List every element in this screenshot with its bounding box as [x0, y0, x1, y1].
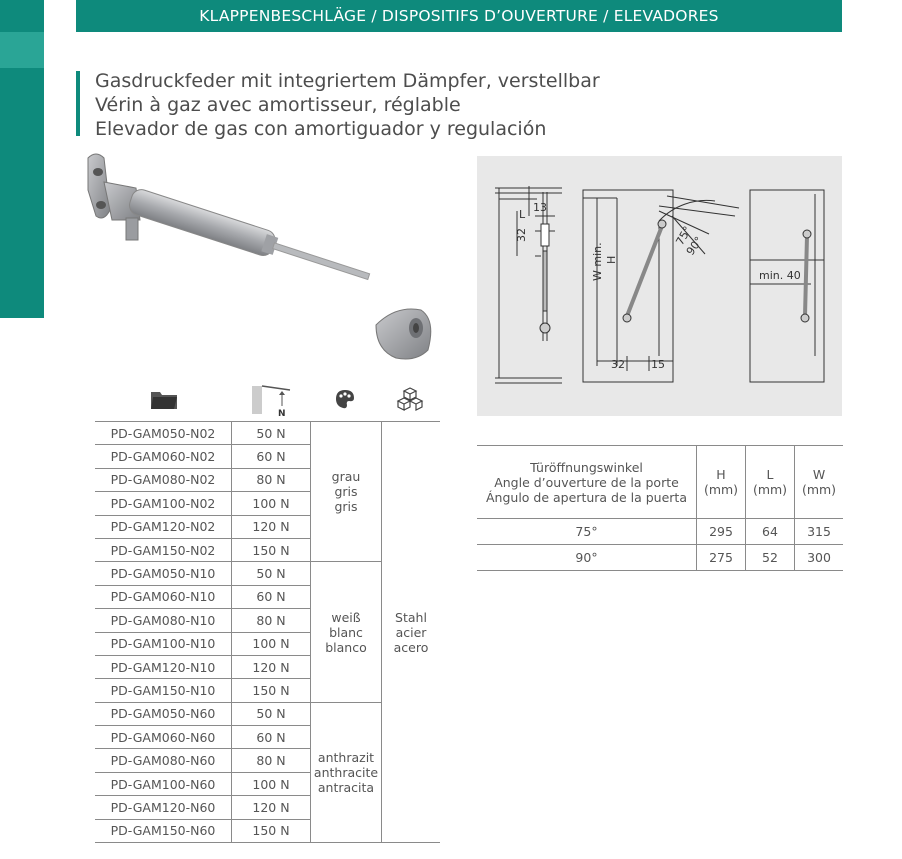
- force-value: 150 N: [232, 538, 311, 561]
- mounting-diagram: [477, 156, 842, 416]
- l-header-unit: (mm): [752, 482, 788, 497]
- article-code: PD-GAM080-N10: [95, 609, 232, 632]
- dim-13-label: 13: [533, 201, 547, 214]
- product-table: [95, 421, 440, 843]
- dim-15-label: 15: [651, 358, 665, 371]
- color-cell: [311, 422, 382, 562]
- spec-angle: 90°: [477, 545, 697, 571]
- article-code: PD-GAM050-N02: [95, 422, 232, 445]
- article-code: PD-GAM050-N10: [95, 562, 232, 585]
- w-header-unit: (mm): [801, 482, 837, 497]
- material-fr: acier: [395, 624, 427, 640]
- dimension-table: [477, 445, 843, 571]
- force-value: 50 N: [232, 702, 311, 725]
- color-de: grau: [331, 469, 361, 485]
- title-fr: Vérin à gaz avec amortisseur, réglable: [95, 94, 461, 116]
- h-header-unit: (mm): [703, 482, 739, 497]
- sidebar-accent-top: [0, 0, 44, 32]
- article-code: PD-GAM150-N10: [95, 679, 232, 702]
- angle-header-fr: Angle d’ouverture de la porte: [494, 474, 679, 490]
- force-icon: [250, 382, 292, 418]
- material-cubes-icon: [396, 386, 424, 412]
- angle-header: [477, 446, 697, 519]
- article-code: PD-GAM080-N02: [95, 468, 232, 491]
- color-es: antracita: [317, 779, 375, 795]
- force-value: 150 N: [232, 819, 311, 842]
- article-code: PD-GAM100-N02: [95, 492, 232, 515]
- article-code: PD-GAM120-N60: [95, 796, 232, 819]
- force-value: 80 N: [232, 468, 311, 491]
- l-header: [746, 446, 795, 519]
- table-row: [95, 422, 440, 445]
- spec-h: 295: [697, 519, 746, 545]
- article-code: PD-GAM080-N60: [95, 749, 232, 772]
- w-min-label: W min.: [591, 242, 604, 281]
- spec-angle: 75°: [477, 519, 697, 545]
- product-titles: [95, 69, 600, 141]
- min-40-label: min. 40: [759, 269, 801, 282]
- spec-l: 64: [746, 519, 795, 545]
- article-code: PD-GAM100-N60: [95, 772, 232, 795]
- force-value: 150 N: [232, 679, 311, 702]
- force-value: 120 N: [232, 515, 311, 538]
- spec-h: 275: [697, 545, 746, 571]
- spec-l: 52: [746, 545, 795, 571]
- color-fr: gris: [334, 484, 358, 500]
- force-value: 60 N: [232, 445, 311, 468]
- material-de: Stahl: [395, 609, 427, 625]
- dim-32b-label: 32: [611, 358, 625, 371]
- l-header-name: L: [766, 467, 774, 482]
- color-de: anthrazit: [317, 749, 375, 765]
- force-value: 60 N: [232, 726, 311, 749]
- color-es: gris: [334, 499, 358, 515]
- angle-header-es: Ángulo de apertura de la puerta: [486, 489, 687, 505]
- article-code: PD-GAM060-N10: [95, 585, 232, 608]
- h-header: [697, 446, 746, 519]
- w-header: [795, 446, 844, 519]
- force-value: 100 N: [232, 632, 311, 655]
- color-cell: [311, 562, 382, 702]
- force-value: 120 N: [232, 796, 311, 819]
- force-value: 50 N: [232, 562, 311, 585]
- article-code: PD-GAM050-N60: [95, 702, 232, 725]
- spec-w: 315: [795, 519, 844, 545]
- color-fr: anthracite: [313, 764, 379, 780]
- force-value: 50 N: [232, 422, 311, 445]
- article-code: PD-GAM150-N60: [95, 819, 232, 842]
- angle-header-de: Türöffnungswinkel: [530, 459, 643, 475]
- article-code: PD-GAM100-N10: [95, 632, 232, 655]
- material-es: acero: [393, 639, 429, 655]
- material-cell: [382, 422, 441, 843]
- spec-w: 300: [795, 545, 844, 571]
- color-de: weiß: [331, 609, 361, 625]
- force-value: 100 N: [232, 492, 311, 515]
- folder-icon: [150, 388, 178, 410]
- spec-row: [477, 545, 843, 571]
- dim-l-label: L: [519, 208, 526, 221]
- w-header-name: W: [812, 467, 826, 482]
- color-cell: [311, 702, 382, 842]
- color-es: blanco: [325, 639, 367, 655]
- color-fr: blanc: [329, 624, 363, 640]
- force-value: 60 N: [232, 585, 311, 608]
- force-value: 100 N: [232, 772, 311, 795]
- article-code: PD-GAM150-N02: [95, 538, 232, 561]
- color-palette-icon: [334, 388, 356, 410]
- angle-75-label: 75°: [673, 224, 695, 248]
- force-value: 120 N: [232, 655, 311, 678]
- force-unit-label: N: [278, 409, 286, 418]
- sidebar-accent-tab: [0, 32, 44, 68]
- title-de: Gasdruckfeder mit integriertem Dämpfer, verstellbar: [95, 70, 600, 92]
- article-code: PD-GAM120-N10: [95, 655, 232, 678]
- title-accent-bar: [76, 71, 80, 136]
- h-label: H: [605, 255, 618, 264]
- sidebar-accent-bottom: [0, 68, 44, 318]
- angle-90-label: 90°: [683, 234, 706, 258]
- section-banner: KLAPPENBESCHLÄGE / DISPOSITIFS D’OUVERTURE / ELEVADORES: [76, 0, 842, 32]
- title-es: Elevador de gas con amortiguador y regulación: [95, 118, 547, 140]
- force-value: 80 N: [232, 749, 311, 772]
- h-header-name: H: [716, 467, 726, 482]
- article-code: PD-GAM120-N02: [95, 515, 232, 538]
- article-code: PD-GAM060-N60: [95, 726, 232, 749]
- dim-32-label: 32: [515, 228, 528, 242]
- article-code: PD-GAM060-N02: [95, 445, 232, 468]
- product-photo: [76, 150, 446, 370]
- spec-row: [477, 519, 843, 545]
- force-value: 80 N: [232, 609, 311, 632]
